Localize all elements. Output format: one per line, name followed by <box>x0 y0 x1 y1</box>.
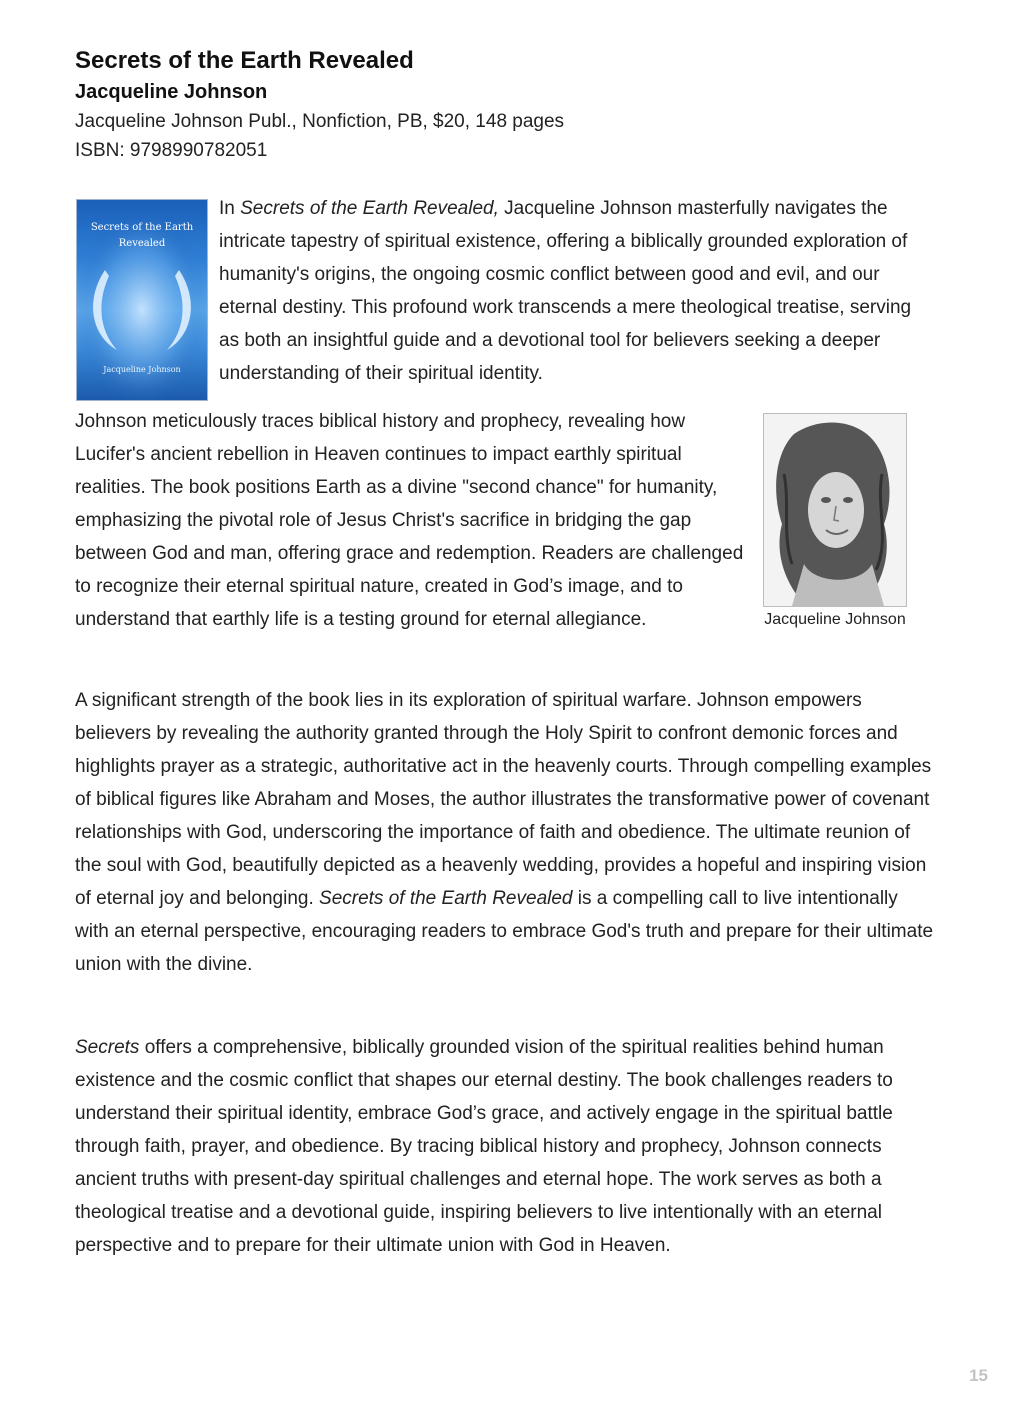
author-portrait <box>763 413 907 607</box>
paragraph-warfare-part-2: is a compelling call to live intentionally with an eternal perspective, encouraging readers to embrace God's truth and prepare for their ultimate union with the divine. <box>75 888 934 975</box>
paragraph-intro-body: Jacqueline Johnson masterfully navigates the intricate tapestry of spiritual existence, offering a biblically grounded exploration of humanity's origins, the ongoing cosmic conflict between good and evil, and our eternal destiny. This profound work transcends a mere theological treatise, serving as both an insightful guide and a devotional tool for believers seeking a deeper understanding of their spiritual identity. <box>219 198 912 384</box>
isbn: ISBN: 9798990782051 <box>75 140 268 161</box>
book-author: Jacqueline Johnson <box>75 81 268 103</box>
cover-title-line-1: Secrets of the Earth <box>90 222 194 233</box>
page-number: 15 <box>969 1366 988 1385</box>
cover-title <box>77 220 207 252</box>
paragraph-summary-body: offers a comprehensive, biblically grounded vision of the spiritual realities behind human existence and the cosmic conflict that shapes our eternal destiny. The book challenges readers to understand their spiritual identity, embrace God’s grace, and actively engage in the spiritual battle through faith, prayer, and obedience. By tracing biblical history and prophecy, Johnson connects ancient truths with present-day spiritual challenges and eternal hope. The work serves as both a theological treatise and a devotional guide, inspiring believers to live intentionally with an eternal perspective and to prepare for their ultimate union with God in Heaven. <box>75 1037 893 1256</box>
paragraph-intro-lead: In <box>219 198 241 219</box>
paragraph-warfare-part-1: A significant strength of the book lies in its exploration of spiritual warfare. Johnson empowers believers by revealing the authority granted through the Holy Spirit to confront demonic forces and highlights prayer as a strategic, authoritative act in the heavenly courts. Through compelling examples of biblical figures like Abraham and Moses, the author illustrates the transformative power of covenant relationships with God, underscoring the importance of faith and obedience. The ultimate reunion of the soul with God, beautifully depicted as a heavenly wedding, provides a hopeful and inspiring vision of eternal joy and belonging. <box>75 690 932 909</box>
paragraph-history: Johnson meticulously traces biblical history and prophecy, revealing how Lucifer's ancient rebellion in Heaven continues to impact earthly spiritual realities. The book positions Earth as a divine "second chance" for humanity, emphasizing the pivotal role of Jesus Christ's sacrifice in bridging the gap between God and man, offering grace and redemption. Readers are challenged to recognize their eternal spiritual nature, created in God’s image, and to understand that earthly life is a testing ground for eternal allegiance. <box>75 411 744 630</box>
book-title: Secrets of the Earth Revealed <box>75 47 414 74</box>
publication-info: Jacqueline Johnson Publ., Nonfiction, PB, $20, 148 pages <box>75 111 565 132</box>
cover-title-line-2: Revealed <box>118 238 166 249</box>
paragraph-summary-lead: Secrets <box>75 1037 140 1058</box>
paragraph-intro <box>219 192 935 390</box>
paragraph-warfare-title: Secrets of the Earth Revealed <box>319 888 573 909</box>
paragraph-summary <box>75 1031 935 1262</box>
book-cover-image <box>77 200 207 400</box>
portrait-caption: Jacqueline Johnson <box>764 611 906 628</box>
review-page <box>75 44 935 1256</box>
cover-author: Jacqueline Johnson <box>103 365 181 374</box>
paragraph-intro-title: Secrets of the Earth Revealed, <box>240 198 499 219</box>
portrait-sketch <box>764 414 906 606</box>
paragraph-warfare <box>75 684 935 981</box>
